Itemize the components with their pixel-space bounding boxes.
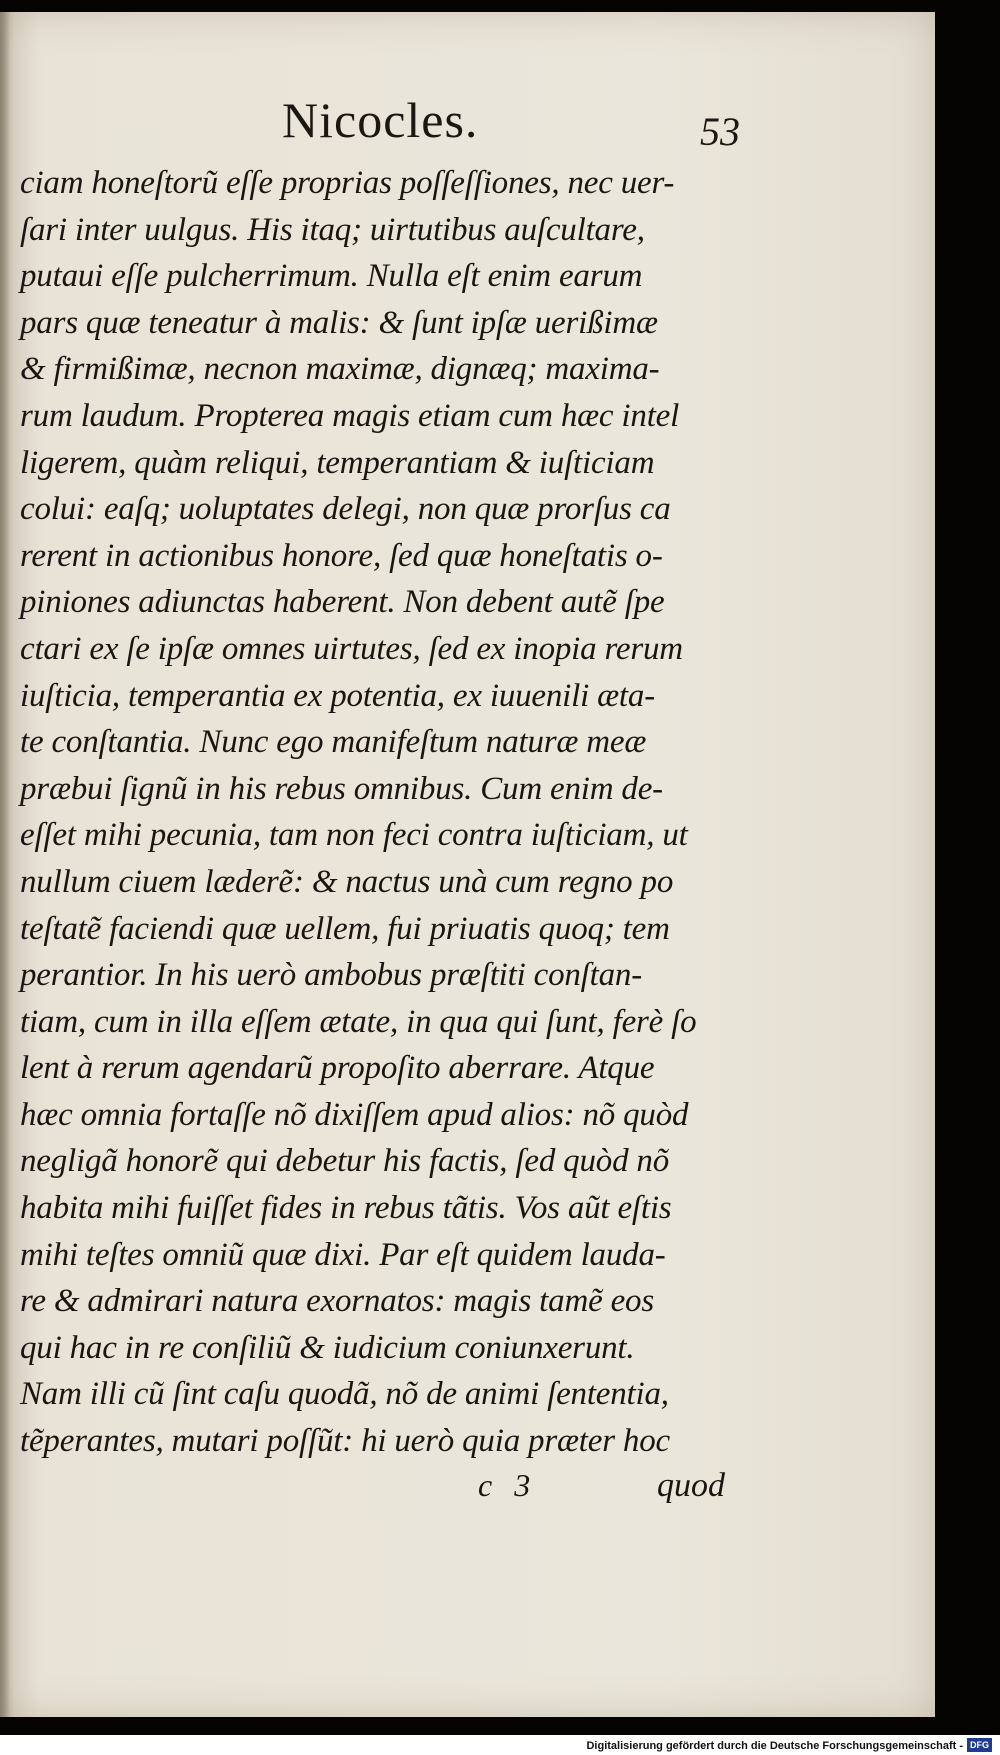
text-line: teſtatẽ faciendi quæ uellem, fui priuatis quoq; tem bbox=[20, 910, 670, 947]
text-line: perantior. In his uerò ambobus præſtiti conſtan- bbox=[20, 957, 642, 994]
text-line: putaui eſſe pulcherrimum. Nulla eſt enim earum bbox=[20, 258, 643, 295]
text-line: tẽperantes, mutari poſſũt: hi uerò quia præter hoc bbox=[20, 1423, 670, 1460]
text-line: colui: eaſq; uoluptates delegi, non quæ prorſus ca bbox=[20, 491, 671, 528]
text-line: re & admirari natura exornatos: magis tamẽ eos bbox=[20, 1283, 654, 1320]
catchline bbox=[0, 1467, 935, 1517]
text-line: lent à rerum agendarũ propoſito aberrare. Atque bbox=[20, 1050, 655, 1087]
text-line: negligã honorẽ qui debetur his factis, ſed quòd nõ bbox=[20, 1143, 670, 1180]
footer-bar bbox=[0, 1735, 1000, 1755]
dfg-logo: DFG bbox=[967, 1738, 992, 1752]
text-line: ſari inter uulgus. His itaq; uirtutibus auſcultare, bbox=[20, 211, 645, 248]
text-line: iuſticia, temperantia ex potentia, ex iuuenili æta- bbox=[20, 677, 655, 714]
catchword: quod bbox=[657, 1467, 725, 1504]
text-line: & firmißimæ, necnon maximæ, dignæq; maxima- bbox=[20, 351, 660, 388]
text-line: tiam, cum in illa eſſem ætate, in qua qui ſunt, ferè ſo bbox=[20, 1003, 697, 1040]
text-line: ciam honeſtorũ eſſe proprias poſſeſſiones, nec uer- bbox=[20, 165, 675, 201]
text-line: habita mihi fuiſſet fides in rebus tãtis. Vos aũt eſtis bbox=[20, 1190, 672, 1227]
text-line: ctari ex ſe ipſæ omnes uirtutes, ſed ex inopia rerum bbox=[20, 630, 683, 667]
text-line: te conſtantia. Nunc ego manifeſtum naturæ meæ bbox=[20, 724, 647, 761]
text-line: rerent in actionibus honore, ſed quæ honeſtatis o- bbox=[20, 537, 663, 574]
text-line: Nam illi cũ ſint caſu quodã, nõ de animi ſententia, bbox=[20, 1376, 669, 1413]
text-line: eſſet mihi pecunia, tam non feci contra iuſticiam, ut bbox=[20, 817, 688, 854]
footer-credit: Digitalisierung gefördert durch die Deutsche Forschungsgemeinschaft - bbox=[586, 1740, 963, 1752]
text-line: ligerem, quàm reliqui, temperantiam & iuſticiam bbox=[20, 444, 655, 481]
book-page bbox=[0, 12, 935, 1717]
text-line: qui hac in re conſiliũ & iudicium coniunxerunt. bbox=[20, 1329, 635, 1366]
signature-mark: c 3 bbox=[478, 1467, 531, 1503]
text-line: rum laudum. Propterea magis etiam cum hæc intel bbox=[20, 397, 680, 434]
page-number: 53 bbox=[700, 109, 740, 154]
body-text bbox=[20, 160, 740, 1465]
text-line: hæc omnia fortaſſe nõ dixiſſem apud alios: nõ quòd bbox=[20, 1096, 689, 1133]
text-line: piniones adiunctas haberent. Non debent autẽ ſpe bbox=[20, 584, 665, 621]
text-line: pars quæ teneatur à malis: & ſunt ipſæ uerißimæ bbox=[20, 304, 658, 341]
running-title: Nicocles. bbox=[282, 92, 479, 148]
text-line: præbui ſignũ in his rebus omnibus. Cum enim de- bbox=[20, 770, 663, 807]
text-line: mihi teſtes omniũ quæ dixi. Par eſt quidem lauda- bbox=[20, 1236, 666, 1273]
text-line: nullum ciuem læderẽ: & nactus unà cum regno po bbox=[20, 863, 674, 900]
